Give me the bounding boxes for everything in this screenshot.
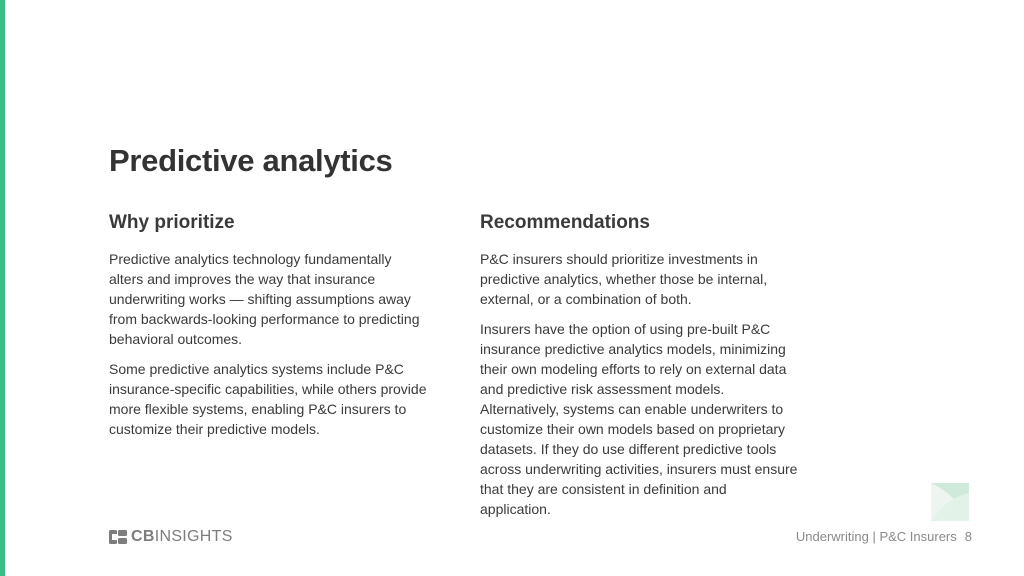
recommendations-paragraph-1: P&C insurers should prioritize investments in predictive analytics, whether those be internal, external, or a combination of both. — [480, 251, 768, 307]
cb-insights-logo-text: CBINSIGHTS — [131, 528, 233, 545]
recommendations-paragraph-2: Insurers have the option of using pre-built P&C insurance predictive analytics models, minimizing their own modeling efforts to rely on external data and predictive risk assessment models. Alternatively, systems can enable underwriters to customize their own models based on proprietary datasets. If they do use different predictive tools across underwriting activities, insurers must ensure that they are consistent in definition and application. — [480, 321, 798, 517]
why-prioritize-paragraph-1: Predictive analytics technology fundamentally alters and improves the way that insurance underwriting works — shifting assumptions away from backwards-looking performance to predicting behavioral outcomes. — [109, 251, 420, 347]
recommendations-column — [480, 211, 800, 529]
why-prioritize-column — [109, 211, 429, 449]
accent-bar — [0, 0, 5, 576]
cb-insights-logo-icon — [109, 530, 127, 544]
why-prioritize-paragraph-2: Some predictive analytics systems include P&C insurance-specific capabilities, while others provide more flexible systems, enabling P&C insurers to customize their predictive models. — [109, 361, 427, 437]
corner-leaf-graphic — [931, 483, 969, 521]
cb-insights-logo — [109, 528, 233, 546]
footer — [796, 529, 972, 545]
why-prioritize-heading: Why prioritize — [109, 212, 235, 233]
page-number: 8 — [964, 529, 972, 544]
footer-section-label: Underwriting | P&C Insurers — [795, 529, 957, 544]
recommendations-heading: Recommendations — [480, 212, 650, 233]
slide-title: Predictive analytics — [109, 143, 393, 178]
